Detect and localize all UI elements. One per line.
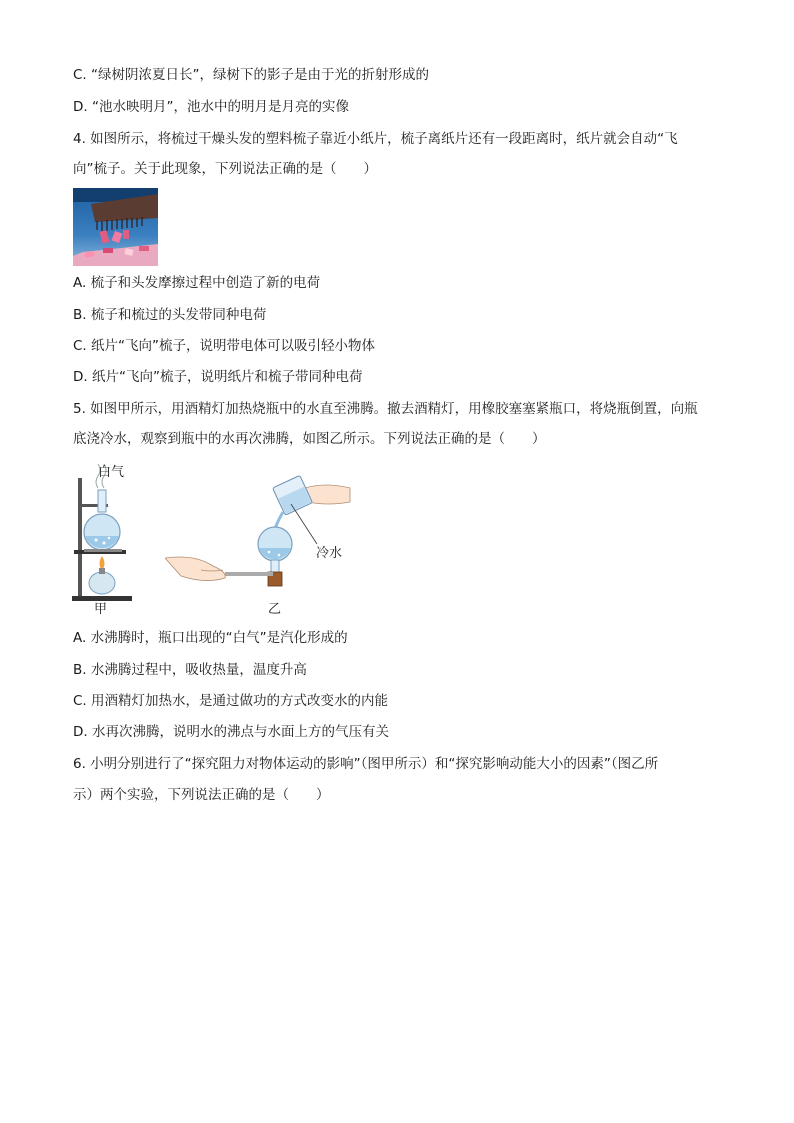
q4-option-b: B. 梳子和梳过的头发带同种电荷	[73, 307, 267, 323]
q5-option-d: D. 水再次沸腾，说明水的沸点与水面上方的气压有关	[73, 724, 389, 740]
q4-option-a: A. 梳子和头发摩擦过程中创造了新的电荷	[73, 275, 321, 291]
q5-option-a: A. 水沸腾时，瓶口出现的“白气”是汽化形成的	[73, 630, 348, 646]
figure-label-yi: 乙	[268, 602, 282, 617]
q5-option-b: B. 水沸腾过程中，吸收热量，温度升高	[73, 662, 307, 678]
figure-yi-reboiling	[165, 474, 355, 599]
q4-option-c: C. 纸片“飞向”梳子，说明带电体可以吸引轻小物体	[73, 338, 375, 354]
q4-stem-line-1: 4. 如图所示，将梳过干燥头发的塑料梳子靠近小纸片，梳子离纸片还有一段距离时，纸片就会自动“飞	[73, 131, 678, 147]
q5-stem-line-1: 5. 如图甲所示，用酒精灯加热烧瓶中的水直至沸腾。撤去酒精灯，用橡胶塞塞紧瓶口，将烧瓶倒置，向瓶	[73, 401, 698, 417]
q3-option-c: C. “绿树阴浓夏日长”，绿树下的影子是由于光的折射形成的	[73, 67, 429, 83]
q4-option-d: D. 纸片“飞向”梳子，说明纸片和梳子带同种电荷	[73, 369, 363, 385]
q5-stem-line-2: 底浇冷水，观察到瓶中的水再次沸腾，如图乙所示。下列说法正确的是（ ）	[73, 431, 546, 447]
q6-stem-line-1: 6. 小明分别进行了“探究阻力对物体运动的影响”（图甲所示）和“探究影响动能大小的因素”（图乙所	[73, 756, 659, 772]
figure-label-cold-water: 冷水	[316, 546, 343, 561]
q5-option-c: C. 用酒精灯加热水，是通过做功的方式改变水的内能	[73, 693, 389, 709]
q4-stem-line-2: 向”梳子。关于此现象，下列说法正确的是（ ）	[73, 161, 377, 177]
figure-label-jia: 甲	[94, 602, 108, 617]
q6-stem-line-2: 示）两个实验，下列说法正确的是（ ）	[73, 787, 330, 803]
figure-label-steam: 白气	[98, 465, 125, 480]
comb-paper-photo	[73, 188, 158, 266]
q3-option-d: D. “池水映明月”，池水中的明月是月亮的实像	[73, 99, 349, 115]
figure-jia-heating	[70, 458, 140, 618]
